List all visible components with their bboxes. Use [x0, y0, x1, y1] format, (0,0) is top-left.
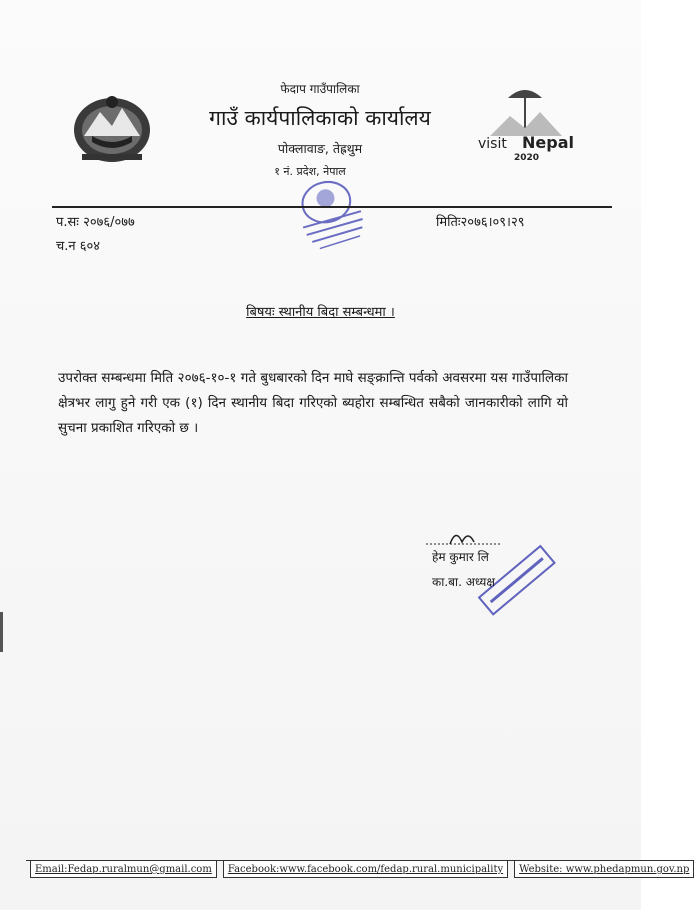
signatory-name: हेम कुमार लि	[432, 550, 489, 564]
visit-text: visit	[478, 136, 507, 152]
footer-facebook[interactable]: Facebook:www.facebook.com/fedap.rural.municipality	[223, 860, 508, 878]
letter-date: मितिः२०७६।०९।२९	[436, 215, 525, 230]
visit-nepal-2020-logo	[470, 76, 580, 166]
footer-contacts	[30, 848, 690, 878]
nepal-emblem-logo	[62, 86, 162, 166]
letter-subject: बिषयः स्थानीय बिदा सम्बन्धमा ।	[246, 305, 395, 320]
letter-reference-number: प.सः २०७६/०७७	[56, 215, 135, 230]
dispatch-number: च.न ६०४	[56, 239, 101, 254]
footer-website[interactable]: Website: www.phedapmun.gov.np	[514, 860, 694, 878]
scan-edge-mark	[0, 612, 3, 652]
letter-body: उपरोक्त सम्बन्धमा मिति २०७६-१०-१ गते बुधबारको दिन माघे सङ्क्रान्ति पर्वको अवसरमा यस गाउँपालिका क्षेत्रभर लागु हुने गरी एक (१) दिन स्थानीय बिदा गरिएको ब्यहोरा सम्बन्धित सबैको जानकारीको लागि यो सुचना प्रकाशित गरिएको छ ।	[58, 370, 568, 436]
year-text: 2020	[514, 153, 540, 163]
office-address: पोक्लावाङ, तेह्रथुम	[277, 141, 363, 156]
footer-email[interactable]: Email:Fedap.ruralmun@gmail.com	[30, 860, 217, 878]
nepal-text: Nepal	[522, 133, 574, 152]
office-province: १ नं. प्रदेश, नेपाल	[274, 165, 346, 178]
office-seal-stamp	[280, 162, 376, 258]
office-title: गाउँ कार्यपालिकाको कार्यालय	[209, 106, 431, 130]
municipality-name: फेदाप गाउँपालिका	[280, 82, 360, 96]
header-divider	[52, 206, 612, 208]
signatory-title: का.बा. अध्यक्ष	[432, 575, 495, 589]
